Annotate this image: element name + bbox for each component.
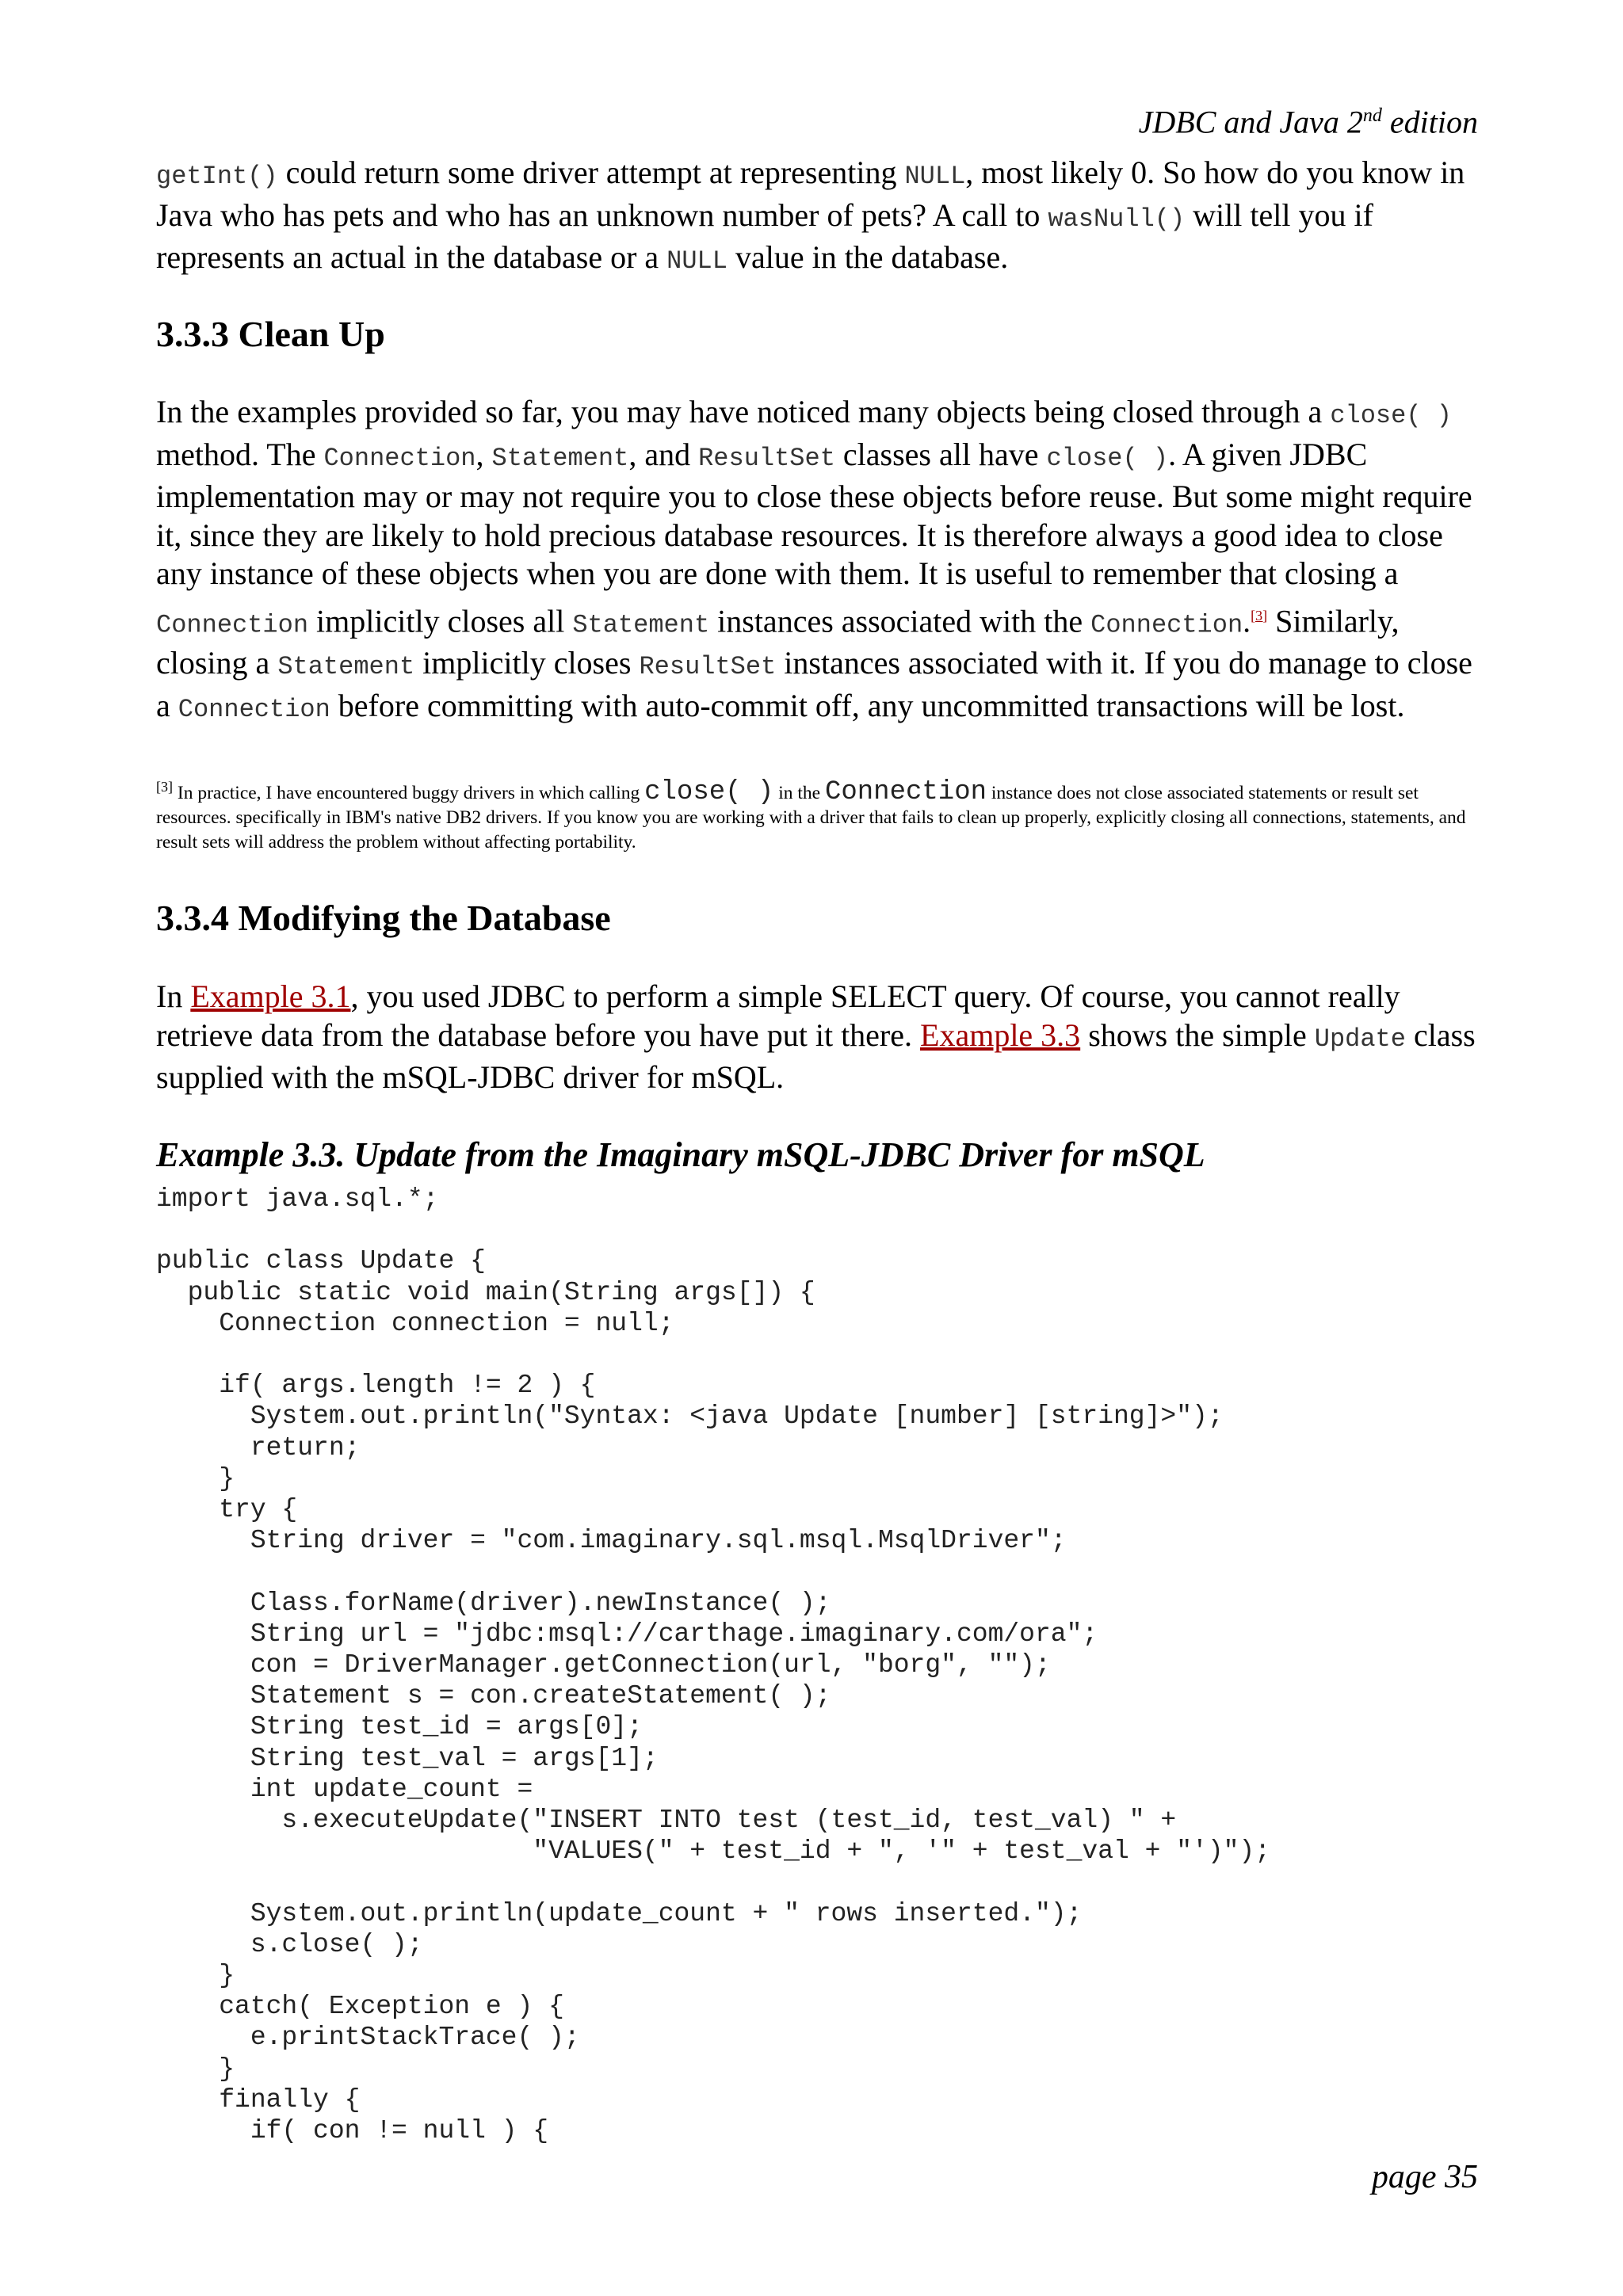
intro-paragraph: getInt() could return some driver attempt at representing NULL, most likely 0. So how do you know in Java who has pets and who has an unknown number of pets? A call to wasNull() will tell you if represents an actual in the database or a NULL value in the database. bbox=[156, 154, 1465, 276]
example-title: Example 3.3. Update from the Imaginary mSQL-JDBC Driver for mSQL bbox=[156, 1135, 1205, 1174]
modifying-paragraph: In Example 3.1, you used JDBC to perform a simple SELECT query. Of course, you cannot really retrieve data from the database before you have put it there. Example 3.3 shows the simple Update class supplied with the mSQL-JDBC driver for mSQL. bbox=[156, 978, 1476, 1095]
code-listing bbox=[156, 1184, 1478, 2146]
clean-up-paragraph: In the examples provided so far, you may have noticed many objects being closed through a close( ) method. The Connection, Statement, and ResultSet classes all have close( ). A given JDBC implementation may or may not require you to close these objects before reuse. But some might require it, since they are likely to hold precious database resources. It is therefore always a good idea to close any instance of these objects when you are done with them. It is useful to remember that closing a Connection implicitly closes all Statement instances associated with the Connection.[3] Similarly, closing a Statement implicitly closes ResultSet instances associated with it. If you do manage to close a Connection before committing with auto-commit off, any uncommitted transactions will be lost. bbox=[156, 394, 1472, 724]
footnote-link[interactable]: [3] bbox=[1251, 607, 1268, 624]
document-page bbox=[156, 0, 1478, 2296]
footnote: [3] In practice, I have encountered buggy drivers in which calling close( ) in the Connection instance does not close associated statements or result set resources. specifically in IBM's native DB2 drivers. If you know you are working with a driver that fails to clean up properly, explicitly closing all connections, statements, and result sets will address the problem without affecting portability. bbox=[156, 776, 1466, 852]
section-heading-clean-up: 3.3.3 Clean Up bbox=[156, 314, 385, 354]
example-3-1-link[interactable]: Example 3.1 bbox=[190, 978, 351, 1014]
page-number: page 35 bbox=[1371, 2159, 1478, 2195]
footnote-reference[interactable] bbox=[1251, 597, 1267, 627]
footnote-marker: [3] bbox=[156, 779, 173, 795]
code-block: import java.sql.*; public class Update { public static void main(String args[]) { Connection connection = null; if( args.length != 2 ) { System.out.println("Syntax: <java Update [number] [string]>"); return; } try { String driver = "com.imaginary.sql.msql.MsqlDriver"; Class.forName(driver).newInstance( ); String url = "jdbc:msql://carthage.imaginary.com/ora"; con = DriverManager.getConnection(url, "borg", ""); Statement s = con.createStatement( ); String test_id = args[0]; String test_val = args[1]; int update_count = s.executeUpdate("INSERT INTO test (test_id, test_val) " + "VALUES(" + test_id + ", '" + test_val + "')"); System.out.println(update_count + " rows inserted."); s.close( ); } catch( Exception e ) { e.printStackTrace( ); } finally { if( con != null ) { bbox=[156, 1184, 1271, 2146]
example-3-3-link[interactable]: Example 3.3 bbox=[920, 1016, 1081, 1053]
section-heading-modifying-database: 3.3.4 Modifying the Database bbox=[156, 898, 611, 938]
running-header: JDBC and Java 2nd edition bbox=[1138, 104, 1478, 140]
